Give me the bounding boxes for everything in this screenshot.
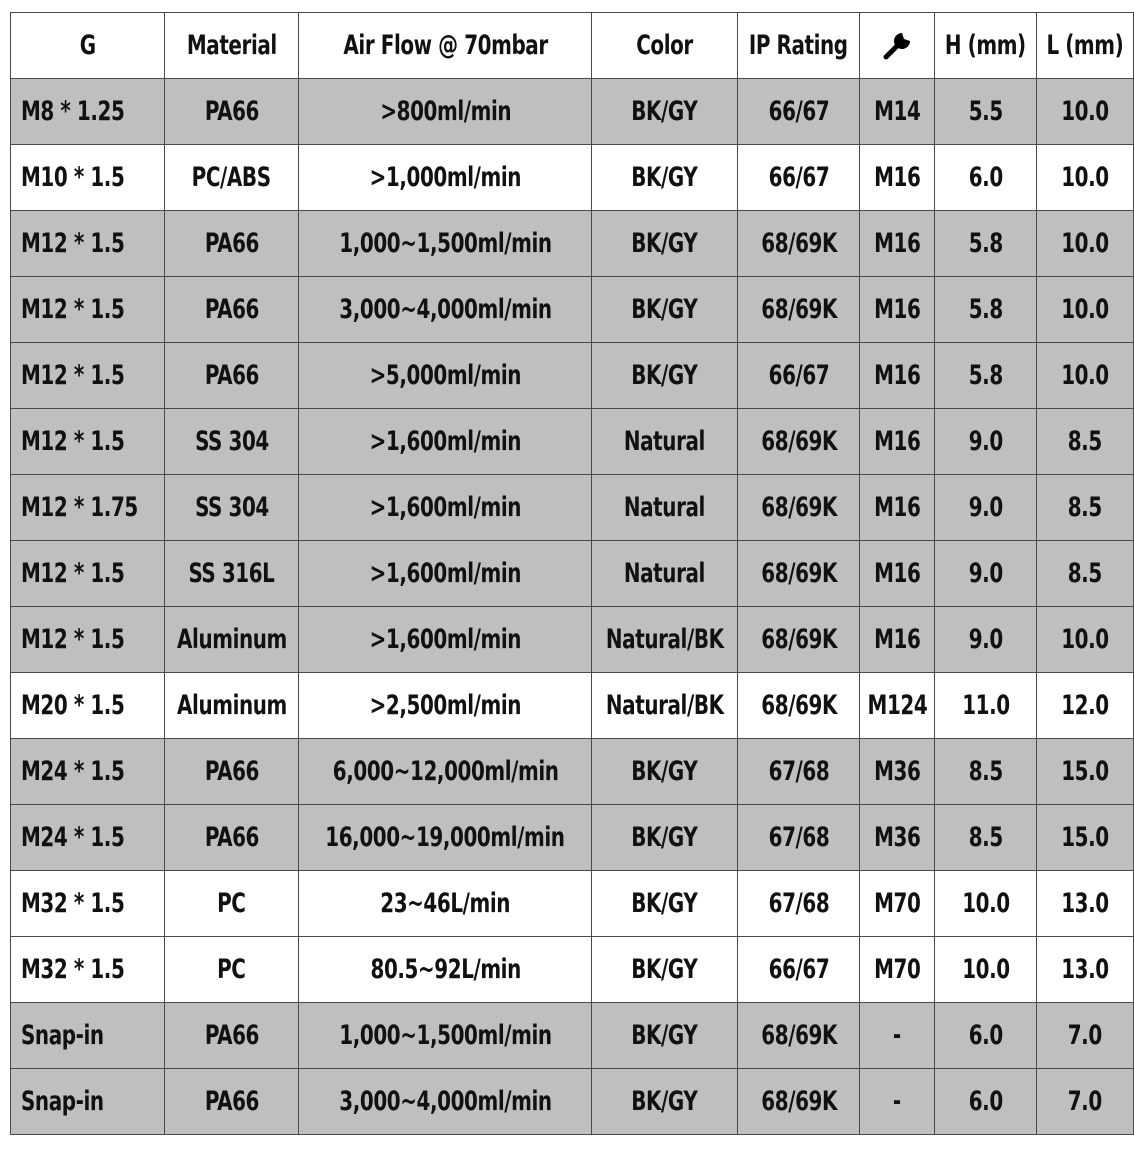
material-cell: PA66 [164, 211, 299, 277]
h-cell: 5.8 [935, 277, 1036, 343]
wrench-size-cell: M16 [860, 145, 935, 211]
ip-rating-cell: 66/67 [738, 937, 860, 1003]
l-cell: 10.0 [1036, 343, 1133, 409]
table-row [11, 805, 1134, 871]
table-row [11, 211, 1134, 277]
ip-rating-cell: 66/67 [738, 343, 860, 409]
color-cell: Natural [592, 475, 738, 541]
material-cell: PA66 [164, 343, 299, 409]
ip-rating-cell: 68/69K [738, 1003, 860, 1069]
ip-rating-cell: 66/67 [738, 79, 860, 145]
wrench-size-cell: M70 [860, 871, 935, 937]
color-cell: BK/GY [592, 145, 738, 211]
air-flow-cell: 23~46L/min [299, 871, 592, 937]
l-cell: 8.5 [1036, 475, 1133, 541]
spec-table-container [10, 12, 1134, 1135]
g-cell: M24 * 1.5 [11, 805, 165, 871]
l-cell: 10.0 [1036, 211, 1133, 277]
material-cell: SS 304 [164, 475, 299, 541]
color-cell: BK/GY [592, 805, 738, 871]
h-cell: 8.5 [935, 739, 1036, 805]
table-row [11, 673, 1134, 739]
table-row [11, 409, 1134, 475]
header-wrench [860, 13, 935, 79]
color-cell: BK/GY [592, 277, 738, 343]
h-cell: 9.0 [935, 607, 1036, 673]
ip-rating-cell: 67/68 [738, 871, 860, 937]
g-cell: M24 * 1.5 [11, 739, 165, 805]
material-cell: PC [164, 871, 299, 937]
material-cell: SS 304 [164, 409, 299, 475]
l-cell: 13.0 [1036, 871, 1133, 937]
g-cell: M12 * 1.5 [11, 343, 165, 409]
l-cell: 15.0 [1036, 805, 1133, 871]
air-flow-cell: 80.5~92L/min [299, 937, 592, 1003]
h-cell: 5.8 [935, 343, 1036, 409]
air-flow-cell: >1,000ml/min [299, 145, 592, 211]
table-row [11, 277, 1134, 343]
header-air-flow: Air Flow @ 70mbar [299, 13, 592, 79]
wrench-size-cell: M14 [860, 79, 935, 145]
l-cell: 8.5 [1036, 541, 1133, 607]
g-cell: M12 * 1.5 [11, 607, 165, 673]
air-flow-cell: >1,600ml/min [299, 541, 592, 607]
h-cell: 10.0 [935, 937, 1036, 1003]
h-cell: 5.8 [935, 211, 1036, 277]
ip-rating-cell: 68/69K [738, 211, 860, 277]
material-cell: Aluminum [164, 607, 299, 673]
g-cell: M32 * 1.5 [11, 871, 165, 937]
ip-rating-cell: 67/68 [738, 739, 860, 805]
header-row [11, 13, 1134, 79]
g-cell: M12 * 1.75 [11, 475, 165, 541]
g-cell: Snap-in [11, 1069, 165, 1135]
table-row [11, 1069, 1134, 1135]
wrench-size-cell: M16 [860, 475, 935, 541]
air-flow-cell: 3,000~4,000ml/min [299, 1069, 592, 1135]
material-cell: PA66 [164, 277, 299, 343]
color-cell: BK/GY [592, 1003, 738, 1069]
header-l: L (mm) [1036, 13, 1133, 79]
h-cell: 11.0 [935, 673, 1036, 739]
air-flow-cell: >800ml/min [299, 79, 592, 145]
header-ip-rating: IP Rating [738, 13, 860, 79]
l-cell: 10.0 [1036, 277, 1133, 343]
air-flow-cell: 16,000~19,000ml/min [299, 805, 592, 871]
color-cell: BK/GY [592, 343, 738, 409]
color-cell: Natural/BK [592, 673, 738, 739]
g-cell: Snap-in [11, 1003, 165, 1069]
table-row [11, 541, 1134, 607]
l-cell: 10.0 [1036, 607, 1133, 673]
header-material: Material [164, 13, 299, 79]
table-row [11, 607, 1134, 673]
ip-rating-cell: 66/67 [738, 145, 860, 211]
g-cell: M8 * 1.25 [11, 79, 165, 145]
air-flow-cell: 3,000~4,000ml/min [299, 277, 592, 343]
g-cell: M20 * 1.5 [11, 673, 165, 739]
table-header [11, 13, 1134, 79]
h-cell: 9.0 [935, 409, 1036, 475]
h-cell: 8.5 [935, 805, 1036, 871]
g-cell: M12 * 1.5 [11, 541, 165, 607]
wrench-size-cell: M16 [860, 607, 935, 673]
h-cell: 6.0 [935, 145, 1036, 211]
material-cell: SS 316L [164, 541, 299, 607]
air-flow-cell: >1,600ml/min [299, 475, 592, 541]
ip-rating-cell: 68/69K [738, 277, 860, 343]
ip-rating-cell: 68/69K [738, 541, 860, 607]
wrench-size-cell: M16 [860, 409, 935, 475]
wrench-size-cell: M16 [860, 277, 935, 343]
wrench-icon [882, 30, 912, 61]
table-row [11, 145, 1134, 211]
ip-rating-cell: 68/69K [738, 409, 860, 475]
air-flow-cell: 1,000~1,500ml/min [299, 1003, 592, 1069]
wrench-size-cell: M16 [860, 343, 935, 409]
wrench-size-cell: M16 [860, 211, 935, 277]
ip-rating-cell: 68/69K [738, 1069, 860, 1135]
air-flow-cell: >1,600ml/min [299, 409, 592, 475]
color-cell: Natural [592, 409, 738, 475]
h-cell: 9.0 [935, 475, 1036, 541]
h-cell: 5.5 [935, 79, 1036, 145]
color-cell: BK/GY [592, 937, 738, 1003]
color-cell: BK/GY [592, 211, 738, 277]
table-row [11, 871, 1134, 937]
color-cell: BK/GY [592, 871, 738, 937]
h-cell: 10.0 [935, 871, 1036, 937]
table-row [11, 475, 1134, 541]
h-cell: 6.0 [935, 1069, 1036, 1135]
l-cell: 15.0 [1036, 739, 1133, 805]
table-row [11, 739, 1134, 805]
material-cell: PA66 [164, 1003, 299, 1069]
material-cell: PA66 [164, 739, 299, 805]
table-body [11, 79, 1134, 1135]
color-cell: BK/GY [592, 1069, 738, 1135]
header-g: G [11, 13, 165, 79]
material-cell: Aluminum [164, 673, 299, 739]
l-cell: 7.0 [1036, 1069, 1133, 1135]
ip-rating-cell: 68/69K [738, 673, 860, 739]
header-color: Color [592, 13, 738, 79]
ip-rating-cell: 67/68 [738, 805, 860, 871]
l-cell: 8.5 [1036, 409, 1133, 475]
material-cell: PA66 [164, 805, 299, 871]
air-flow-cell: >2,500ml/min [299, 673, 592, 739]
wrench-size-cell: M124 [860, 673, 935, 739]
wrench-size-cell: M16 [860, 541, 935, 607]
air-flow-cell: 1,000~1,500ml/min [299, 211, 592, 277]
color-cell: BK/GY [592, 79, 738, 145]
wrench-size-cell: M36 [860, 805, 935, 871]
g-cell: M12 * 1.5 [11, 277, 165, 343]
l-cell: 10.0 [1036, 79, 1133, 145]
color-cell: Natural [592, 541, 738, 607]
h-cell: 9.0 [935, 541, 1036, 607]
air-flow-cell: 6,000~12,000ml/min [299, 739, 592, 805]
g-cell: M10 * 1.5 [11, 145, 165, 211]
ip-rating-cell: 68/69K [738, 607, 860, 673]
spec-table [10, 12, 1134, 1135]
h-cell: 6.0 [935, 1003, 1036, 1069]
material-cell: PC [164, 937, 299, 1003]
g-cell: M12 * 1.5 [11, 211, 165, 277]
l-cell: 7.0 [1036, 1003, 1133, 1069]
wrench-size-cell: - [860, 1003, 935, 1069]
air-flow-cell: >1,600ml/min [299, 607, 592, 673]
color-cell: BK/GY [592, 739, 738, 805]
wrench-size-cell: M70 [860, 937, 935, 1003]
g-cell: M32 * 1.5 [11, 937, 165, 1003]
l-cell: 13.0 [1036, 937, 1133, 1003]
table-row [11, 937, 1134, 1003]
table-row [11, 343, 1134, 409]
material-cell: PA66 [164, 1069, 299, 1135]
l-cell: 12.0 [1036, 673, 1133, 739]
g-cell: M12 * 1.5 [11, 409, 165, 475]
table-row [11, 1003, 1134, 1069]
wrench-size-cell: M36 [860, 739, 935, 805]
material-cell: PC/ABS [164, 145, 299, 211]
table-row [11, 79, 1134, 145]
color-cell: Natural/BK [592, 607, 738, 673]
air-flow-cell: >5,000ml/min [299, 343, 592, 409]
wrench-size-cell: - [860, 1069, 935, 1135]
material-cell: PA66 [164, 79, 299, 145]
ip-rating-cell: 68/69K [738, 475, 860, 541]
header-h: H (mm) [935, 13, 1036, 79]
l-cell: 10.0 [1036, 145, 1133, 211]
